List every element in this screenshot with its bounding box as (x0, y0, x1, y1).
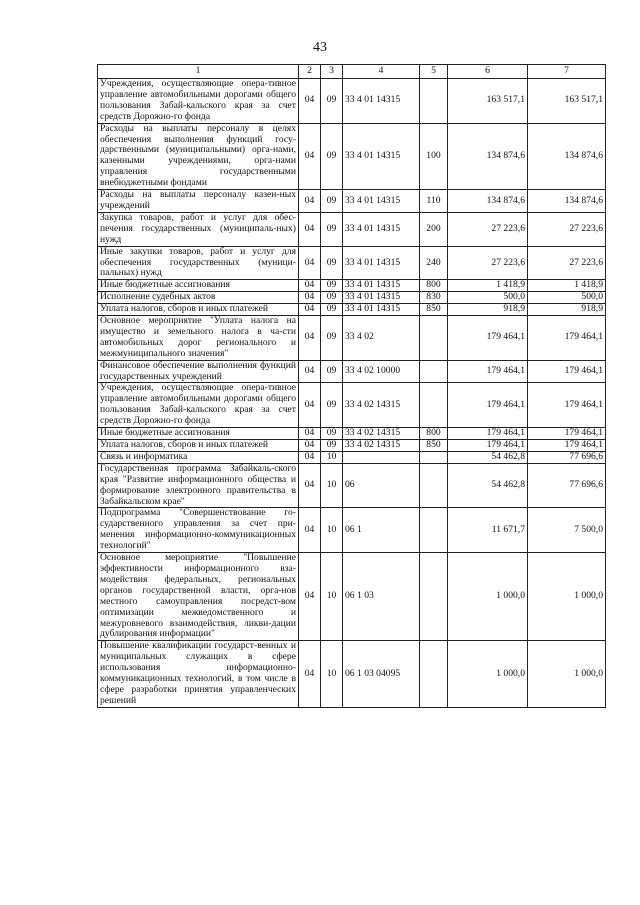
row-subsection: 09 (321, 79, 343, 124)
row-target-code: 33 4 02 14315 (343, 428, 420, 440)
row-name: Расходы на выплаты персоналу казен-ных учреждений (98, 190, 299, 213)
table-row (98, 304, 606, 316)
row-amount-2: 27 223,6 (528, 212, 606, 246)
row-target-code: 33 4 01 14315 (343, 292, 420, 304)
col-header-6: 6 (448, 65, 528, 79)
page-number: 43 (313, 40, 327, 55)
row-amount-2: 163 517,1 (528, 79, 606, 124)
row-name: Уплата налогов, сборов и иных платежей (98, 304, 299, 316)
row-amount-2: 134 874,6 (528, 190, 606, 213)
row-amount-2: 1 000,0 (528, 553, 606, 641)
row-target-code: 33 4 01 14315 (343, 190, 420, 213)
row-section: 04 (299, 360, 321, 383)
row-subsection: 09 (321, 440, 343, 452)
row-name: Расходы на выплаты персоналу в целях обеспечения выполнения функций госу-дарственными (муниципальными) орга-нами, казенными учреждениями, орга-нами управления государственными внебюджетными фондами (98, 123, 299, 189)
row-section: 04 (299, 246, 321, 280)
row-section: 04 (299, 292, 321, 304)
row-section: 04 (299, 280, 321, 292)
row-amount-1: 54 462,8 (448, 463, 528, 508)
row-name: Связь и информатика (98, 451, 299, 463)
row-name: Учреждения, осуществляющие опера-тивное управление автомобильными дорогами общего пользования Забай-кальского края за счет средств Дорожно-го фонда (98, 383, 299, 428)
row-name: Закупка товаров, работ и услуг для обес-печения государственных (муниципаль-ных) нужд (98, 212, 299, 246)
row-expense-type: 240 (420, 246, 448, 280)
row-name: Иные бюджетные ассигнования (98, 428, 299, 440)
row-subsection: 10 (321, 553, 343, 641)
col-header-2: 2 (299, 65, 321, 79)
col-header-7: 7 (528, 65, 606, 79)
row-expense-type: 800 (420, 428, 448, 440)
row-amount-2: 1 000,0 (528, 641, 606, 707)
row-expense-type: 850 (420, 440, 448, 452)
row-section: 04 (299, 428, 321, 440)
row-target-code: 06 1 (343, 508, 420, 553)
row-amount-2: 7 500,0 (528, 508, 606, 553)
row-amount-2: 1 418,9 (528, 280, 606, 292)
row-target-code: 33 4 02 (343, 316, 420, 361)
row-name: Государственная программа Забайкаль-ского края "Развитие информационного общества и формирование электронного правительства в Забайкальском крае" (98, 463, 299, 508)
row-name: Финансовое обеспечение выполнения функций государственных учреждений (98, 360, 299, 383)
row-section: 04 (299, 451, 321, 463)
row-target-code: 06 1 03 04095 (343, 641, 420, 707)
row-expense-type: 850 (420, 304, 448, 316)
row-target-code (343, 451, 420, 463)
row-amount-1: 134 874,6 (448, 123, 528, 189)
row-amount-1: 179 464,1 (448, 383, 528, 428)
row-target-code: 33 4 01 14315 (343, 212, 420, 246)
row-section: 04 (299, 79, 321, 124)
row-amount-2: 918,9 (528, 304, 606, 316)
row-amount-2: 179 464,1 (528, 440, 606, 452)
row-target-code: 33 4 02 14315 (343, 383, 420, 428)
row-expense-type (420, 508, 448, 553)
table-row (98, 292, 606, 304)
col-header-4: 4 (343, 65, 420, 79)
row-section: 04 (299, 383, 321, 428)
row-section: 04 (299, 440, 321, 452)
row-expense-type: 800 (420, 280, 448, 292)
table-row (98, 360, 606, 383)
table-row (98, 553, 606, 641)
row-amount-1: 27 223,6 (448, 246, 528, 280)
row-subsection: 09 (321, 383, 343, 428)
row-amount-2: 179 464,1 (528, 316, 606, 361)
row-amount-2: 77 696,6 (528, 451, 606, 463)
row-amount-1: 500,0 (448, 292, 528, 304)
table-row (98, 641, 606, 707)
row-name: Учреждения, осуществляющие опера-тивное управление автомобильными дорогами общего пользования Забай-кальского края за счет средств Дорожно-го фонда (98, 79, 299, 124)
row-target-code: 33 4 02 10000 (343, 360, 420, 383)
row-target-code: 06 1 03 (343, 553, 420, 641)
row-amount-1: 134 874,6 (448, 190, 528, 213)
row-target-code: 33 4 01 14315 (343, 79, 420, 124)
row-subsection: 10 (321, 463, 343, 508)
row-amount-1: 1 418,9 (448, 280, 528, 292)
row-expense-type: 110 (420, 190, 448, 213)
table-row (98, 451, 606, 463)
row-amount-1: 179 464,1 (448, 428, 528, 440)
row-name: Уплата налогов, сборов и иных платежей (98, 440, 299, 452)
table-row (98, 123, 606, 189)
table-row (98, 316, 606, 361)
col-header-5: 5 (420, 65, 448, 79)
row-target-code: 33 4 01 14315 (343, 123, 420, 189)
row-amount-2: 500,0 (528, 292, 606, 304)
table-row (98, 212, 606, 246)
row-subsection: 09 (321, 123, 343, 189)
table-header-row (98, 65, 606, 79)
row-name: Исполнение судебных актов (98, 292, 299, 304)
row-amount-1: 163 517,1 (448, 79, 528, 124)
row-target-code: 33 4 01 14315 (343, 246, 420, 280)
row-amount-1: 1 000,0 (448, 641, 528, 707)
col-header-3: 3 (321, 65, 343, 79)
row-section: 04 (299, 553, 321, 641)
row-expense-type (420, 553, 448, 641)
row-subsection: 09 (321, 280, 343, 292)
table-row (98, 190, 606, 213)
row-amount-1: 918,9 (448, 304, 528, 316)
table-row (98, 246, 606, 280)
row-amount-1: 54 462,8 (448, 451, 528, 463)
row-section: 04 (299, 190, 321, 213)
row-expense-type: 830 (420, 292, 448, 304)
row-amount-2: 179 464,1 (528, 360, 606, 383)
row-amount-2: 27 223,6 (528, 246, 606, 280)
row-target-code: 33 4 02 14315 (343, 440, 420, 452)
row-amount-2: 179 464,1 (528, 383, 606, 428)
row-expense-type (420, 316, 448, 361)
row-subsection: 10 (321, 508, 343, 553)
row-subsection: 10 (321, 451, 343, 463)
row-amount-1: 27 223,6 (448, 212, 528, 246)
col-header-1: 1 (98, 65, 299, 79)
row-section: 04 (299, 463, 321, 508)
table-row (98, 79, 606, 124)
row-section: 04 (299, 641, 321, 707)
table-row (98, 428, 606, 440)
row-expense-type (420, 79, 448, 124)
row-expense-type: 100 (420, 123, 448, 189)
row-name: Основное мероприятие "Повышение эффективности информационного вза-модействия федеральных, региональных органов государственной власти, орга-нов местного самоуправления посредст-вом оптимизации межведомственного и межуровневого взаимодействия, ликви-дации дублирования информации" (98, 553, 299, 641)
row-subsection: 09 (321, 246, 343, 280)
row-expense-type (420, 641, 448, 707)
row-expense-type (420, 463, 448, 508)
table-row (98, 463, 606, 508)
table-row (98, 383, 606, 428)
row-expense-type (420, 360, 448, 383)
row-name: Основное мероприятие "Уплата налога на имущество и земельного налога в ча-сти автомобильных дорог регионального и межмуниципального значения" (98, 316, 299, 361)
row-section: 04 (299, 123, 321, 189)
row-section: 04 (299, 508, 321, 553)
row-subsection: 09 (321, 190, 343, 213)
row-section: 04 (299, 316, 321, 361)
row-subsection: 09 (321, 360, 343, 383)
row-amount-1: 1 000,0 (448, 553, 528, 641)
row-amount-1: 11 671,7 (448, 508, 528, 553)
row-subsection: 09 (321, 292, 343, 304)
row-section: 04 (299, 212, 321, 246)
row-amount-1: 179 464,1 (448, 360, 528, 383)
row-name: Повышение квалификации государст-венных и муниципальных служащих в сфере использования информационно-коммуникационных технологий, в том числе в сфере разработки принятия управленческих решений (98, 641, 299, 707)
row-amount-2: 77 696,6 (528, 463, 606, 508)
row-target-code: 06 (343, 463, 420, 508)
row-subsection: 10 (321, 641, 343, 707)
row-amount-2: 179 464,1 (528, 428, 606, 440)
row-amount-1: 179 464,1 (448, 440, 528, 452)
row-expense-type (420, 451, 448, 463)
table-row (98, 280, 606, 292)
row-name: Иные бюджетные ассигнования (98, 280, 299, 292)
budget-table (97, 64, 606, 708)
row-target-code: 33 4 01 14315 (343, 280, 420, 292)
row-name: Подпрограмма "Совершенствование го-сударственного управления за счет при-менения информационно-коммуникационных технологий" (98, 508, 299, 553)
row-subsection: 09 (321, 316, 343, 361)
row-subsection: 09 (321, 428, 343, 440)
row-subsection: 09 (321, 304, 343, 316)
row-amount-1: 179 464,1 (448, 316, 528, 361)
row-amount-2: 134 874,6 (528, 123, 606, 189)
row-expense-type: 200 (420, 212, 448, 246)
row-name: Иные закупки товаров, работ и услуг для обеспечения государственных (муници-пальных) нужд (98, 246, 299, 280)
row-target-code: 33 4 01 14315 (343, 304, 420, 316)
table-row (98, 440, 606, 452)
row-expense-type (420, 383, 448, 428)
row-section: 04 (299, 304, 321, 316)
row-subsection: 09 (321, 212, 343, 246)
table-row (98, 508, 606, 553)
